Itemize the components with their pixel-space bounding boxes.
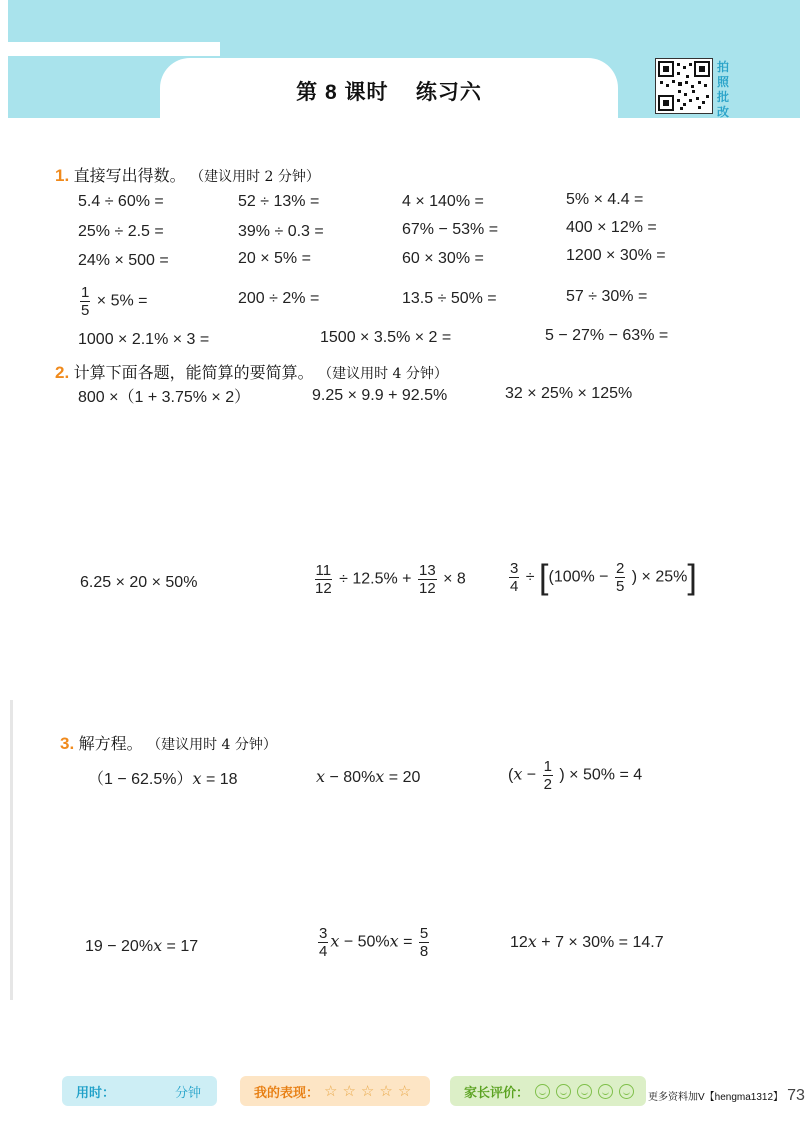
fraction: $\frac{3}{4}$ (510, 560, 519, 595)
smiley-icon[interactable] (619, 1084, 634, 1099)
fraction: $\frac{1}{2}$ (543, 758, 552, 793)
smiley-icon[interactable] (556, 1084, 571, 1099)
equation-6: 12x + 7 × 30% = 14.7 (510, 932, 664, 951)
qr-code-icon[interactable] (655, 58, 713, 114)
performance-label: 我的表现： (254, 1084, 320, 1100)
section-1-title: 直接写出得数。 (73, 168, 186, 185)
problem-1-18: 1500 × 3.5% × 2 = (320, 329, 452, 346)
equation-1: （1 − 62.5%）x = 18 (88, 769, 238, 788)
equation-3: (x − $\frac{1}{2}$ ) × 50% = 4 (508, 758, 643, 793)
problem-2-4: 6.25 × 20 × 50% (80, 574, 198, 591)
problem-1-10: 20 × 5% = (238, 250, 311, 267)
section-2-hint: （建议用时 4 分钟） (318, 366, 448, 382)
page-title: 第 8 课时 练习六 (296, 81, 482, 104)
header-decoration-strip (8, 42, 220, 56)
fraction: $\frac{13}{12}$ (418, 562, 436, 597)
page-number: 73 (787, 1087, 805, 1104)
corner-text: 更多资料加V【hengma1312】 (648, 1092, 784, 1103)
problem-1-14: 200 ÷ 2% = (238, 290, 320, 307)
corner-watermark (648, 1087, 805, 1105)
parent-evaluation-box (450, 1076, 646, 1106)
equation-5: $\frac{3}{4}$ x − 50%x = $\frac{5}{8}$ (319, 925, 429, 960)
fraction: $\frac{2}{5}$ (615, 560, 625, 595)
problem-1-17: 1000 × 2.1% × 3 = (78, 331, 210, 348)
problem-1-15: 13.5 ÷ 50% = (402, 290, 497, 307)
fraction: $\frac{1}{5}$ (81, 284, 90, 319)
star-icon[interactable]: ☆ (324, 1083, 338, 1100)
time-label: 用时： (76, 1084, 116, 1100)
section-2-number: 2. (55, 363, 70, 382)
star-icon[interactable]: ☆ (342, 1083, 356, 1100)
problem-1-11: 60 × 30% = (402, 250, 484, 267)
problem-1-7: 67% − 53% = (402, 221, 499, 238)
parent-evaluation-label: 家长评价： (464, 1084, 530, 1100)
smiley-icon[interactable] (577, 1084, 592, 1099)
problem-2-5: $\frac{11}{12}$ ÷ 12.5% + $\frac{13}{12}$ × 8 (315, 562, 466, 597)
fraction: $\frac{3}{4}$ (319, 925, 328, 960)
problem-1-1: 5.4 ÷ 60% = (78, 193, 164, 210)
time-unit: 分钟 (175, 1084, 202, 1100)
section-3-heading (60, 731, 277, 754)
fraction: $\frac{11}{12}$ (315, 562, 332, 597)
margin-rule (10, 700, 13, 1000)
star-icon[interactable]: ☆ (379, 1083, 393, 1100)
problem-1-16: 57 ÷ 30% = (566, 288, 648, 305)
section-1-heading (55, 163, 320, 186)
fraction: $\frac{5}{8}$ (419, 925, 429, 960)
section-2-heading (55, 360, 448, 383)
section-3-number: 3. (60, 734, 75, 753)
problem-2-6: $\frac{3}{4}$ ÷ [(100% − $\frac{2}{5}$ ) × 25%] (510, 558, 697, 597)
problem-1-4: 5% × 4.4 = (566, 191, 644, 208)
problem-1-3: 4 × 140% = (402, 193, 484, 210)
problem-2-2: 9.25 × 9.9 + 92.5% (312, 387, 448, 404)
problem-1-19: 5 − 27% − 63% = (545, 327, 669, 344)
problem-1-12: 1200 × 30% = (566, 247, 666, 264)
section-2-title: 计算下面各题，能简算的要简算。 (73, 365, 314, 382)
problem-2-1: 800 ×（1 + 3.75% × 2） (78, 389, 251, 406)
section-1-number: 1. (55, 166, 70, 185)
star-icon[interactable]: ☆ (397, 1083, 412, 1100)
equation-2: x − 80%x = 20 (316, 767, 421, 786)
problem-1-13: $\frac{1}{5}$ × 5% = (81, 284, 148, 319)
smiley-icon[interactable] (535, 1084, 550, 1099)
star-icon[interactable]: ☆ (360, 1083, 375, 1100)
smiley-icon[interactable] (598, 1084, 613, 1099)
problem-1-9: 24% × 500 = (78, 252, 169, 269)
section-3-hint: （建议用时 4 分钟） (147, 737, 277, 753)
problem-1-2: 52 ÷ 13% = (238, 193, 320, 210)
section-3-title: 解方程。 (78, 736, 143, 753)
time-box (62, 1076, 217, 1106)
equation-4: 19 − 20%x = 17 (85, 936, 199, 955)
photo-grading-label: 拍照批改 (716, 60, 729, 119)
performance-box (240, 1076, 430, 1106)
problem-1-5: 25% ÷ 2.5 = (78, 223, 164, 240)
problem-2-3: 32 × 25% × 125% (505, 385, 633, 402)
section-1-hint: （建议用时 2 分钟） (190, 169, 320, 185)
problem-1-6: 39% ÷ 0.3 = (238, 223, 324, 240)
problem-1-8: 400 × 12% = (566, 219, 657, 236)
